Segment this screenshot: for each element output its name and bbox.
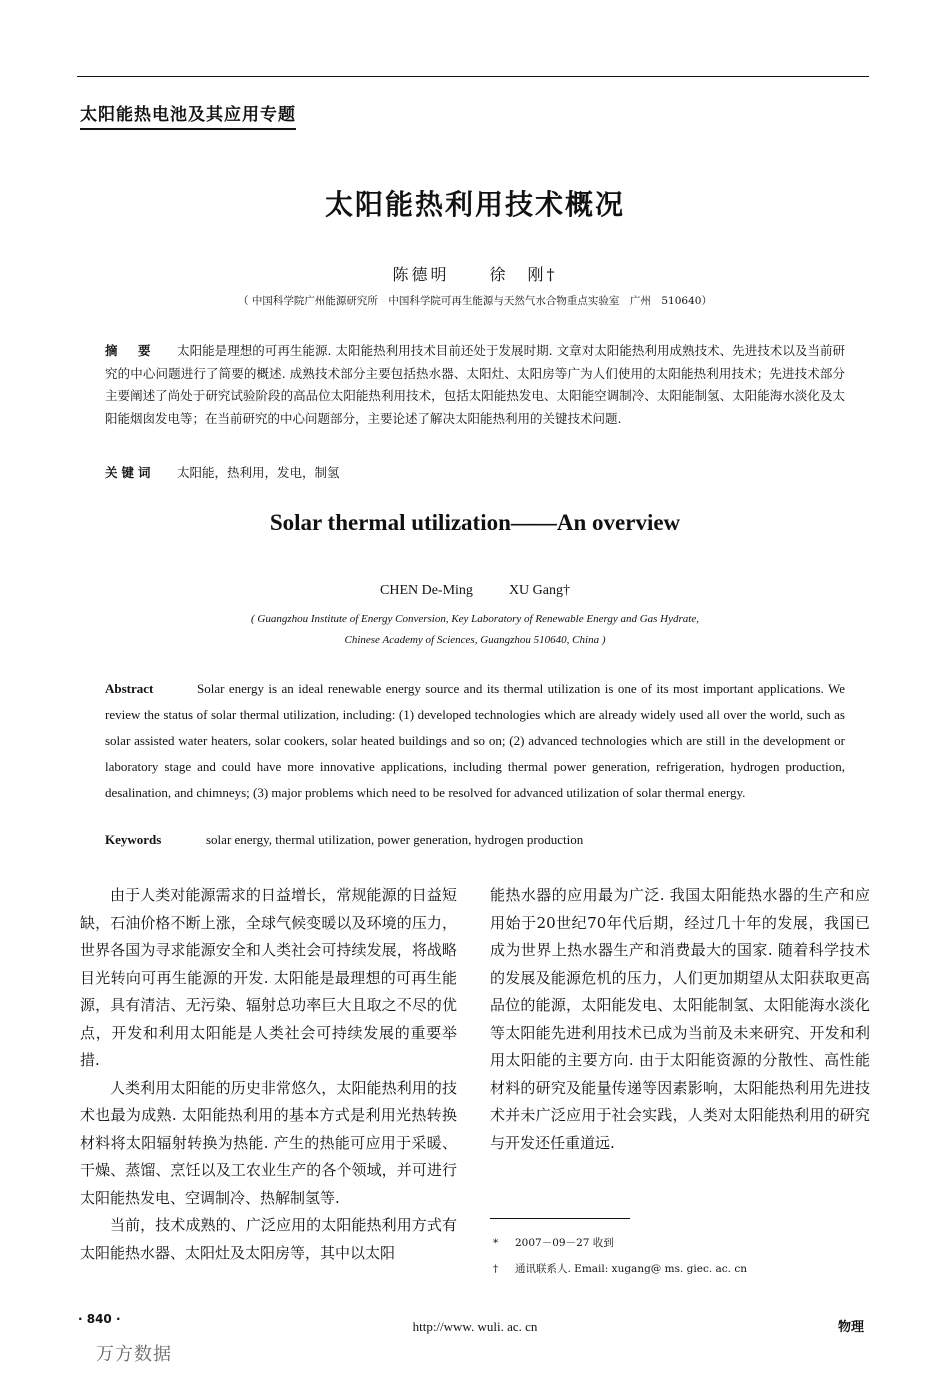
keywords-en-label: Keywords: [105, 832, 162, 847]
authors-english: [0, 583, 950, 599]
body-paragraph: 当前，技术成熟的、广泛应用的太阳能热利用方式有太阳能热水器、太阳灶及太阳房等，其中以太阳: [80, 1216, 457, 1262]
body-paragraph: 人类利用太阳能的历史非常悠久，太阳能热利用的技术也最为成熟. 太阳能热利用的基本方式是利用光热转换材料将太阳辐射转换为热能. 产生的热能可应用于采暖、干燥、蒸馏、烹饪以及工农业生产的各个领域，并可进行太阳能热发电、空调制冷、热解制氢等.: [80, 1078, 457, 1207]
author-1-en: CHEN De-Ming: [380, 583, 473, 598]
page-number: · 840 ·: [78, 1312, 121, 1326]
footnotes: [493, 1230, 747, 1282]
body-column-right: [490, 882, 870, 1157]
abstract-en-text: Solar energy is an ideal renewable energy source and its thermal utilization is one of its most important applications. We review the status of solar thermal utilization, including: (1) developed technologies which are already widely used all over the world, such as solar assisted water heaters, solar cookers, solar heated buildings and so on; (2) advanced technologies which are still in the development or laboratory stage and could have more innovative applications, including thermal power generation, refrigeration, hydrogen production, desalination, and chimneys; (3) major problems which need to be resolved for advanced utilization of solar thermal energy.: [105, 681, 845, 800]
body-paragraph: 能热水器的应用最为广泛. 我国太阳能热水器的生产和应用始于20世纪70年代后期，经过几十年的发展，我国已成为世界上热水器生产和消费最大的国家. 随着科学技术的发展及能源危机的压力，人们更加期望从太阳获取更高品位的能源，太阳能发电、太阳能制氢、太阳能海水淡化等太阳能先进利用技术已成为当前及未来研究、开发和利用太阳能的主要方向. 由于太阳能资源的分散性、高性能材料的研究及能量传递等因素影响，太阳能热利用先进技术并未广泛应用于社会实践，人类对太阳能热利用的研究与开发还任重道远.: [490, 886, 870, 1152]
journal-url: http://www. wuli. ac. cn: [412, 1319, 538, 1334]
keywords-english: [105, 832, 845, 848]
abstract-chinese: [105, 340, 845, 430]
title-english: Solar thermal utilization——An overview: [269, 510, 681, 535]
keywords-chinese: [105, 462, 845, 485]
footnote: † 通讯联系人. Email: xugang@ ms. giec. ac. cn: [493, 1263, 747, 1275]
authors-chinese: [0, 262, 950, 285]
title-chinese: 太阳能热利用技术概况: [324, 188, 625, 221]
top-rule: [77, 76, 869, 77]
affiliation-en-line-2: Chinese Academy of Sciences, Guangzhou 510640, China ): [344, 634, 606, 646]
abstract-zh-label: 摘 要: [105, 343, 155, 358]
abstract-en-label: Abstract: [105, 681, 154, 696]
watermark: 万方数据: [96, 1344, 172, 1365]
keywords-zh-text: 太阳能，热利用，发电，制氢: [177, 465, 340, 480]
footnote-rule: [490, 1218, 630, 1219]
affiliation-english: [0, 609, 950, 651]
keywords-en-text: solar energy, thermal utilization, power generation, hydrogen production: [206, 832, 584, 847]
footnote: * 2007－09－27 收到: [493, 1237, 614, 1249]
author-2-zh: 徐 刚†: [489, 265, 558, 284]
affiliation-en-line-1: ( Guangzhou Institute of Energy Conversion, Key Laboratory of Renewable Energy and Gas Hydrate,: [251, 613, 699, 625]
body-column-left: [80, 882, 457, 1267]
author-1-zh: 陈德明: [392, 265, 450, 284]
keywords-zh-label: 关键词: [105, 465, 155, 480]
abstract-zh-text: 太阳能是理想的可再生能源. 太阳能热利用技术目前还处于发展时期. 文章对太阳能热利用成熟技术、先进技术以及当前研究的中心问题进行了简要的概述. 成熟技术部分主要包括热水器、太阳灶、太阳房等广为人们使用的太阳能热利用技术；先进技术部分主要阐述了尚处于研究试验阶段的高品位太阳能热利用技术，包括太阳能热发电、太阳能空调制冷、太阳能制氢、太阳能海水淡化及太阳能烟囱发电等；在当前研究的中心问题部分，主要论述了解决太阳能热利用的关键技术问题.: [105, 343, 845, 426]
abstract-english: [105, 676, 845, 806]
journal-name: 物理: [838, 1320, 865, 1335]
author-2-en: XU Gang†: [508, 583, 570, 598]
affiliation-chinese: （ 中国科学院广州能源研究所 中国科学院可再生能源与天然气水合物重点实验室 广州 510640）: [238, 295, 712, 307]
section-label: 太阳能热电池及其应用专题: [80, 100, 296, 130]
body-paragraph: 由于人类对能源需求的日益增长，常规能源的日益短缺，石油价格不断上涨，全球气候变暖以及环境的压力，世界各国为寻求能源安全和人类社会可持续发展，将战略目光转向可再生能源的开发. 太阳能是最理想的可再生能源，具有清洁、无污染、辐射总功率巨大且取之不尽的优点，开发和利用太阳能是人类社会可持续发展的重要举措.: [80, 886, 457, 1069]
